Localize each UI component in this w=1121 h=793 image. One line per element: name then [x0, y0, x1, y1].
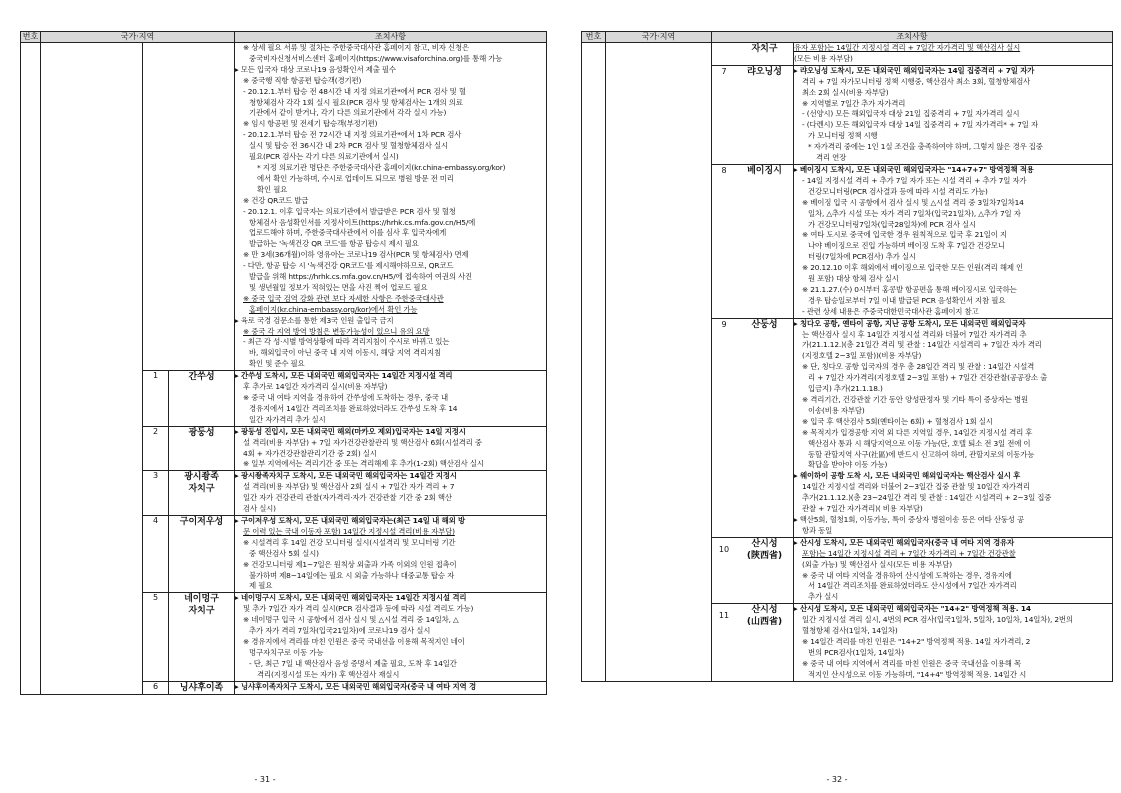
- region-name: [712, 537, 794, 603]
- content-line: 경유지에서 14일간 격리조치를 완료하였더라도 간쑤성 도착 후 14: [249, 403, 458, 413]
- measures-cell: [235, 426, 547, 471]
- measures-cell: [235, 471, 547, 516]
- content-line: ▸ 산시성 도착시, 모든 내외국민 해외입국자(중국 내 여타 지역 경유자: [794, 537, 1014, 547]
- content-line: 항과 동일: [802, 525, 833, 535]
- table-header: [21, 32, 547, 43]
- content-line: ▸ 구이저우성 도착시, 모든 내외국민 해외입국자는(최근 14일 내 해외 방: [235, 515, 465, 525]
- page-31: [20, 31, 547, 695]
- content-line: 불가하며 제8~14일에는 필요 시 외출 가능하나 대중교통 탑승 자: [249, 570, 455, 580]
- content-line: ※ 건강 QR코드 발급: [243, 195, 309, 205]
- content-line: 동할 관할지역 사구(社區)에 반드시 신고하여 하며, 관할지로의 이동가능: [808, 449, 1035, 459]
- row-number: 8: [721, 165, 727, 175]
- content-line: 격리(지정시설 또는 자가) 후 핵산검사 재실시: [257, 669, 400, 679]
- content-line: - (선양시) 모든 해외입국자 대상 21일 집중격리 + 7일 자가격리 실시: [802, 109, 1020, 119]
- content-line: 는 핵산검사 실시 후 14일간 지정시설 격리와 더불어 7일간 자가격리 추: [802, 329, 1027, 339]
- region-name: [169, 426, 235, 471]
- content-line: 및 생년월일 정보가 적혀있는 면을 사진 찍어 업로드 필요: [249, 282, 428, 292]
- content-line: 관찰 + 7일간 자가격리)( 비용 자부담): [802, 504, 923, 514]
- content-line: ▸ 랴오닝성 도착시, 모든 내외국민 해외입국자는 14일 집중격리 + 7일 자가: [794, 65, 1035, 75]
- content-line: ▸ 간쑤성 도착시, 모든 내외국민 해외입국자는 14일간 지정시설 격리: [235, 371, 453, 381]
- header-measures: 조치사항: [712, 32, 1113, 43]
- content-line: ※ 중국 내 여타 지역을 경유하여 산시성에 도착하는 경우, 경유지에: [802, 570, 1012, 580]
- content-line: 건강모니터링(PCR 검사결과 등에 따라 시설 격리도 가능): [808, 186, 988, 196]
- region-name-line: 닝샤후이족: [179, 682, 224, 693]
- measures-cell: [794, 537, 1113, 603]
- row-number: 11: [718, 611, 730, 621]
- content-line: 확인 및 준수 필요: [249, 359, 305, 369]
- header-region: 국가·지역: [41, 32, 235, 43]
- content-line: 번의 PCR검사(1일차, 14일차): [808, 647, 904, 657]
- page-number-right: - 32 -: [826, 775, 848, 784]
- table-row: [21, 43, 547, 371]
- content-line: 4회 + 자가건강관찰관리기간 중 2회) 실시: [243, 448, 377, 458]
- measures-cell: [235, 681, 547, 694]
- content-line: - 20.12.1.부터 탑승 전 48시간 내 지정 의료기관*에서 PCR 검사 및 혈: [243, 86, 466, 96]
- region-name: [169, 371, 235, 427]
- measures-cell: [794, 318, 1113, 537]
- content-line: 가 모니터링 정책 시행: [808, 131, 878, 141]
- content-line: 제 필요: [249, 581, 273, 591]
- region-name-line: 랴오닝성: [747, 66, 782, 77]
- content-line: ※ 단, 칭다오 공항 입국자의 경우 총 28일간 격리 및 관찰 : 14일간 시설격: [802, 362, 1035, 372]
- row-number: 4: [143, 515, 169, 592]
- content-line: 경우 탑승일로부터 7일 이내 발급된 PCR 음성확인서 지참 필요: [808, 295, 1006, 305]
- content-line: 일간 자가격리 추가 실시: [249, 414, 326, 424]
- content-line: 청항체검사 각각 1회 실시 필요(PCR 검사 및 항체검사는 1개의 의료: [249, 97, 463, 107]
- content-line: 적지인 산시성으로 이동 가능하며, "14+4" 방역정책 적용. 14일간 시: [808, 669, 1027, 679]
- region-name-line: 산시성: [751, 538, 778, 549]
- content-line: ※ 지역별로 7일간 추가 자가격리: [802, 98, 906, 108]
- measures-cell: [794, 604, 1113, 681]
- region-name-line: 네이멍구: [184, 594, 219, 605]
- content-line: - 20.12.1.부터 탑승 전 72시간 내 지정 의료기관*에서 1차 PCR 검사: [243, 130, 462, 140]
- content-line: 핵산검사 통과 시 해당지역으로 이동 가능(단, 호텔 퇴소 전 3일 전에 이: [808, 438, 1031, 448]
- content-line: 포함)는 14일간 지정시설 격리 + 7일간 자가격리 + 7일간 건강관찰: [802, 548, 1016, 558]
- content-line: 에서 확인 가능하며, 수시로 업데이트 되므로 병원 방문 전 미리: [257, 173, 454, 183]
- content-line: 중 핵산검사 5회 실시): [249, 548, 319, 558]
- content-line: 유자 포함)는 14일간 지정시설 격리 + 7일간 자가격리 및 핵산검사 실시: [794, 43, 1021, 52]
- content-line: 항체검사 음성확인서를 지정사이트(https://hrhk.cs.mfa.gov.cn/H5/에: [249, 217, 476, 227]
- row-number: 7: [721, 66, 727, 76]
- content-line: - 관련 상세 내용은 주중국대한민국대사관 홈페이지 참고: [802, 306, 979, 316]
- content-line: 나야 베이징으로 진입 가능하며 베이징 도착 후 7일간 건강모니: [808, 241, 1005, 251]
- content-line: ▸ 웨이하이 공항 도착 시, 모든 내외국민 해외입국자는 핵산검사 실시 후: [794, 471, 1021, 481]
- content-line: ※ 임시 항공편 및 전세기 탑승객(부정기편): [243, 119, 378, 129]
- content-line: ▸ 광둥성 진입시, 모든 내외국민 해외(마카오 제외)입국자는 14일 지정시: [235, 426, 466, 436]
- region-name-line: 베이징시: [747, 165, 782, 176]
- table-row: [582, 43, 1113, 66]
- content-line: 추가 실시: [808, 592, 839, 602]
- content-line: * 지정 의료기관 명단은 주한중국대사관 홈페이지(kr.china-embassy.org/kor): [257, 162, 506, 172]
- content-line: ※ 중국 입국 검역 강화 관련 보다 자세한 사항은 주한중국대사관: [243, 293, 444, 303]
- content-line: 입금지) 추가(21.1.18.): [808, 384, 883, 394]
- content-line: ※ 베이징 입국 시 공항에서 검사 실시 및 △시설 격리 중 3일차7일차14: [802, 197, 1024, 207]
- content-line: - 14일 지정시설 격리 + 추가 7일 자가 또는 시설 격리 + 추가 7일 자가: [802, 175, 1027, 185]
- content-line: 터링(7일차에 PCR검사) 추가 실시: [808, 252, 916, 262]
- region-name: [712, 65, 794, 164]
- content-line: (모든 비용 자부담): [794, 53, 853, 63]
- table-header: [582, 32, 1113, 43]
- region-name-line: 광둥성: [188, 427, 215, 438]
- region-name: [712, 604, 794, 681]
- measures-cell-intro: [235, 43, 547, 371]
- content-line: 추가(21.1.12.)(총 23~24일간 격리 및 관찰 : 14일간 시설격리 + 2~3일 집중: [802, 493, 1052, 503]
- measures-table-right: [581, 31, 1113, 682]
- region-name-line: (山西省): [746, 617, 783, 628]
- region-name: [169, 471, 235, 516]
- row-number: 1: [143, 371, 169, 427]
- content-line: 및 추가 7일간 자가 격리 실시(PCR 검사결과 등에 따라 시설 격리도 가능): [243, 604, 474, 614]
- content-line: ※ 20.12.10 이후 해외에서 베이징으로 입국한 모든 인원(격리 해제 인: [802, 263, 1024, 273]
- content-line: 원 포함) 대상 항체 검사 실시: [808, 274, 899, 284]
- content-line: 기관에서 같이 받거나, 각기 다른 의료기관에서 각각 실시 가능): [249, 108, 447, 118]
- measures-cell: [794, 43, 1113, 66]
- content-line: ※ 네이멍구 입국 시 공항에서 검사 실시 및 △시설 격리 중 14일차, △: [243, 615, 459, 625]
- region-name-text: [736, 319, 793, 331]
- content-line: - 20.12.1. 이후 입국자는 의료기관에서 발급받은 PCR 검사 및 혈청: [243, 206, 456, 216]
- content-line: 설 격리(비용 자부담) + 7일 자가건강관찰관리 및 핵산검사 6회(시설격리 중: [243, 437, 482, 447]
- content-line: 리 + 7일간 자가격리(지정호텔 2~3일 포함) + 7일간 건강관찰(공공장소 출: [808, 373, 1048, 383]
- region-name: [712, 164, 794, 318]
- region-name-text: [736, 66, 793, 78]
- content-line: ※ 격리기간, 건강관찰 기간 동안 양성판정자 및 기타 특이 증상자는 병원: [802, 395, 1028, 404]
- region-name-text: [736, 43, 793, 55]
- content-line: ※ 21.1.27.(수) 0시부터 홍콩발 항공편을 통해 베이징시로 입국하는: [802, 284, 1017, 294]
- region-name-line: (陝西省): [746, 550, 783, 561]
- content-line: - 다만, 항공 탑승 시 '녹색건강 QR코드'를 제시해야하므로, QR코드: [243, 261, 454, 271]
- content-line: ▸ 네이멍구시 도착시, 모든 내외국민 해외입국자는 14일간 지정시설 격리: [235, 593, 467, 603]
- region-name-line: 자치구: [188, 484, 215, 495]
- row-number: 3: [143, 471, 169, 516]
- page-32: [581, 31, 1113, 682]
- content-line: ※ 만 3세(36개월)이하 영유아는 코로나19 검사(PCR 및 항체검사) 면제: [243, 250, 469, 260]
- region-name-text: [736, 165, 793, 177]
- content-line: ※ 중국 내 여타 지역을 경유하여 간쑤성에 도착하는 경우, 중국 내: [243, 393, 448, 402]
- content-line: ※ 시설격리 후 14일 건강 모니터링 실시(시설격리 및 모니터링 기간: [243, 537, 456, 547]
- content-line: * 자가격리 중에는 1인 1실 조건을 충족하여야 하며, 그렇지 않은 경우 집중: [808, 142, 1043, 152]
- content-line: (외출 가능) 및 핵산검사 실시(모든 비용 자부담): [802, 559, 952, 569]
- measures-cell: [235, 371, 547, 427]
- content-line: 업로드해야 하며, 주한중국대사관에서 이를 심사 후 입국자에게: [249, 228, 447, 238]
- content-line: 실시 및 탑승 전 36시간 내 2차 PCR 검사 및 혈청항체검사 실시: [249, 141, 448, 151]
- row-number: 6: [143, 681, 169, 694]
- content-line: ※ 중국 각 지역 방역 방침은 변동가능성이 있으니 유의 요망: [243, 326, 430, 336]
- header-region: 국가·지역: [606, 32, 712, 43]
- content-line: ※ 입국 후 핵산검사 5회(옌타이는 6회) + 혈청검사 1회 실시: [802, 416, 993, 426]
- region-name: [169, 593, 235, 681]
- measures-table-left: [20, 31, 547, 695]
- content-line: 바, 해외입국이 아닌 중국 내 지역 이동시, 해당 지역 격리지침: [249, 348, 441, 358]
- content-line: ※ 일부 지역에서는 격리기간 중 또는 격리해제 후 추가(1-2회) 핵산검사 실시: [243, 459, 484, 469]
- content-line: 최소 2회 실시(비용 자부담): [802, 87, 889, 97]
- content-line: 혈청항체 검사(1일차, 14일차): [802, 626, 898, 636]
- content-line: (지정호텔 2~3일 포함))(비용 자부담): [802, 351, 922, 361]
- region-name-line: 산시성: [751, 605, 778, 616]
- region-name-text: [736, 604, 793, 628]
- region-name-line: 자치구: [188, 606, 215, 617]
- content-line: 필요(PCR 검사는 각기 다른 의료기관에서 실시): [249, 152, 399, 162]
- content-line: ※ 상세 필요 서류 및 절차는 주한중국대사관 홈페이지 참고, 비자 신청은: [243, 43, 469, 52]
- content-line: 발급을 위해 https://hrhk.cs.mfa.gov.cn/H5/에 접속하여 여권의 사진: [249, 272, 473, 282]
- content-line: 검사 실시): [243, 504, 276, 514]
- region-name-line: 자치구: [751, 44, 778, 54]
- content-line: ※ 건강모니터링 제1~7일은 원칙상 외출과 가족 이외의 인원 접촉이: [243, 559, 457, 569]
- region-name-line: 간쑤성: [188, 372, 215, 383]
- content-line: 일간 자가 건강관리 관찰(자가격리·자가 건강관찰 기간 중 2회 핵산: [243, 493, 452, 503]
- content-line: 일간 지정시설 격리 실시, 4번의 PCR 검사(입국1일차, 5일차, 10일차, 14일차), 2번의: [802, 615, 1073, 625]
- content-line: 확인 필요: [257, 184, 288, 194]
- row-number-cell: [21, 43, 41, 695]
- measures-cell: [794, 65, 1113, 164]
- content-line: - 최근 각 성·시별 방역상황에 따라 격리지침이 수시로 바뀌고 있는: [243, 337, 450, 347]
- content-line: - (다롄시) 모든 해외입국자 대상 14일 집중격리 + 7일 자가격리* + 7일 자: [802, 120, 1038, 130]
- header-no: 번호: [582, 32, 606, 43]
- region-name: [169, 515, 235, 592]
- content-line: 추가 자가 격리 7일차(입국21일차)에 코로나19 검사 실시: [249, 626, 431, 636]
- content-line: ▸ 닝샤후이족자치구 도착시, 모든 내외국민 해외입국자(중국 내 여타 지역 경: [235, 681, 476, 691]
- content-line: ▸ 베이징시 도착시, 모든 내외국민 해외입국자는 "14+7+7" 방역정책 적용: [794, 164, 1034, 174]
- content-line: 격리 + 7일 자가모니터링 정책 시행중, 핵산검사 최소 3회, 혈청항체검사: [802, 76, 1031, 86]
- row-number: 9: [721, 319, 727, 329]
- content-line: 발급하는 '녹색건강 QR 코드'를 항공 탑승시 제시 필요: [249, 239, 419, 249]
- header-measures: 조치사항: [235, 32, 547, 43]
- content-line: 일차, △추가 시설 또는 자가 격리 7일차(입국21일차), △추가 7일 자: [808, 208, 1021, 218]
- blank-cell: [143, 43, 235, 371]
- content-line: ▸ 광시좡족자치구 도착시, 모든 내외국민 해외입국자는 14일간 지정시: [235, 471, 457, 481]
- header-no: 번호: [21, 32, 41, 43]
- content-line: ▸ 칭다오 공항, 옌타이 공항, 지난 공항 도착시, 모든 내외국민 해외입국자: [794, 318, 1026, 328]
- content-line: 이송(비용 자부담): [808, 405, 865, 415]
- content-line: ▸ 육로 국경 검문소를 통한 제3국 인원 출입국 금지: [235, 315, 394, 325]
- region-name: [169, 681, 235, 694]
- content-line: ▸ 핵산5회, 혈청1회, 이동가능, 특이 증상자 병원이송 등은 여타 산둥성 공: [794, 514, 1024, 524]
- content-line: ※ 목적지가 입경공항 지역 외 다른 지역일 경우, 14일간 지정시설 격리 후: [802, 427, 1033, 437]
- row-number: 5: [143, 593, 169, 681]
- region-name-text: [736, 538, 793, 562]
- row-number: 2: [143, 426, 169, 471]
- measures-cell: [235, 593, 547, 681]
- region-name: [712, 318, 794, 537]
- content-line: ※ 여타 도시로 중국에 입국한 경우 원칙적으로 입국 후 21일이 지: [802, 230, 1007, 240]
- content-line: 서 14일간 격리조치를 완료하였더라도 산시성에서 7일간 자가격리: [808, 581, 1017, 591]
- row-number-cell: [582, 43, 606, 682]
- region-name-line: 구이저우성: [179, 516, 224, 527]
- country-cell: [41, 43, 143, 695]
- content-line: ※ 14일간 격리를 마친 인원은 "14+2" 방역정책 적용. 14일 자가격리, 2: [802, 636, 1031, 646]
- measures-cell: [235, 515, 547, 592]
- page-number-left: - 31 -: [254, 775, 276, 784]
- content-line: - 단, 최근 7일 내 핵산검사 음성 증명서 제출 필요, 도착 후 14일간: [249, 658, 457, 668]
- content-line: ▸ 산시성 도착시, 모든 내외국민 해외입국자는 "14+2" 방역정책 적용. 14: [794, 604, 1031, 614]
- region-name-line: 산둥성: [751, 319, 778, 330]
- country-cell: [606, 43, 712, 682]
- row-number: 10: [718, 544, 730, 554]
- content-line: 문 이력 있는 국내 이동자 포함) 14일간 지정시설 격리(비용 자부담): [243, 526, 455, 536]
- content-line: 14일간 지정시설 격리와 더불어 2~3일간 집중 관찰 및 10일간 자가격리: [802, 482, 1030, 492]
- content-line: 홈페이지(kr.china-embassy.org/kor)에서 확인 가능: [249, 304, 418, 314]
- content-line: 후 추가로 14일간 자가격리 실시(비용 자부담): [243, 382, 388, 392]
- content-line: 중국비자신청서비스센터 홈페이지(https://www.visaforchina.org)를 통해 가능: [249, 53, 503, 63]
- region-name-line: 광시좡족: [184, 472, 219, 483]
- content-line: ※ 경유지에서 격리를 마친 인원은 중국 국내선을 이용해 목적지인 네이: [243, 636, 465, 646]
- measures-cell: [794, 164, 1113, 318]
- content-line: 설 격리(비용 자부담) 및 핵산검사 2회 실시 + 7일간 자가 격리 + 7: [243, 482, 455, 492]
- content-line: 멍구자치구로 이동 가능: [249, 647, 324, 657]
- content-line: ※ 중국행 직항 항공편 탑승객(경기편): [243, 75, 362, 85]
- content-line: 가 건강모니터링7일차(입국28일차)에 PCR 검사 실시: [808, 219, 977, 229]
- content-line: ▸ 모든 입국자 대상 코로나19 음성확인서 제출 필수: [235, 64, 396, 74]
- content-line: 확답을 받아야 이동 가능): [808, 460, 888, 470]
- content-line: ※ 중국 내 여타 지역에서 격리를 마친 인원은 중국 국내선을 이용해 목: [802, 658, 1021, 668]
- content-line: 가(21.1.12.)(총 21일간 격리 및 관찰 : 14일간 시설격리 + 7일간 자가 격리: [802, 340, 1042, 350]
- region-name: [712, 43, 794, 66]
- content-line: 격리 연장: [816, 153, 847, 163]
